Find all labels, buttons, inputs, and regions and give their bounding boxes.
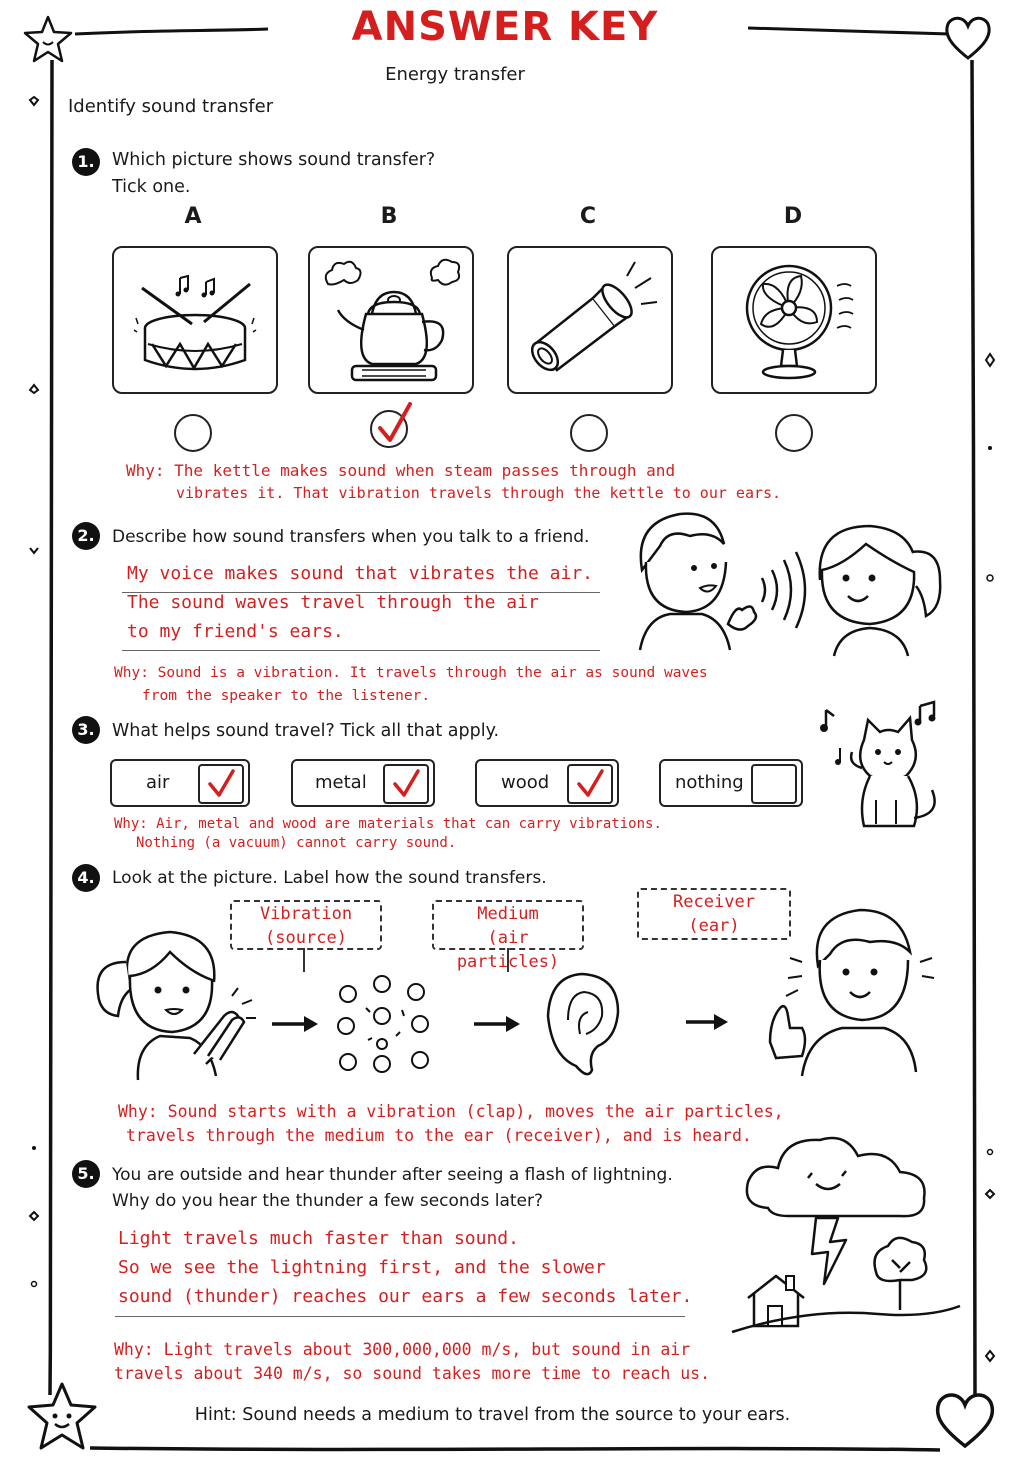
question-number-3: 3. <box>72 716 100 744</box>
option-nothing-checkbox[interactable] <box>751 764 797 804</box>
option-letter-b: B <box>380 204 398 229</box>
question-3-text: What helps sound travel? Tick all that apply. <box>112 721 500 741</box>
option-wood[interactable] <box>475 759 619 807</box>
question-2-why-line2: from the speaker to the listener. <box>142 688 431 704</box>
children-talking-illustration <box>620 500 970 660</box>
label-medium-line2: (air particles) <box>456 928 560 972</box>
option-wood-label: wood <box>501 772 550 793</box>
option-nothing[interactable] <box>659 759 803 807</box>
label-receiver-line2: (ear) <box>688 916 740 936</box>
question-2-answer-line3: to my friend's ears. <box>127 621 344 642</box>
option-c-radio[interactable] <box>570 414 608 452</box>
question-2-answer-line2: The sound waves travel through the air <box>127 592 539 613</box>
label-receiver-ear <box>637 888 791 940</box>
option-letter-d: D <box>783 204 803 229</box>
question-2-answer-line1: My voice makes sound that vibrates the air. <box>127 563 593 584</box>
cat-with-music-notes-illustration <box>818 690 948 840</box>
question-5-answer-line3: sound (thunder) reaches our ears a few seconds later. <box>118 1286 693 1307</box>
question-4-why-line2: travels through the medium to the ear (receiver), and is heard. <box>126 1126 752 1145</box>
label-medium-line1: Medium <box>477 904 539 924</box>
question-5-why-line1: Why: Light travels about 300,000,000 m/s, but sound in air <box>114 1340 691 1359</box>
sound-transfer-diagram <box>90 946 930 1086</box>
question-2-why-line1: Why: Sound is a vibration. It travels through the air as sound waves <box>114 665 708 681</box>
option-b-radio[interactable] <box>370 410 408 448</box>
page-title: ANSWER KEY <box>351 4 659 50</box>
kettle-icon <box>310 248 472 392</box>
question-4-why-line1: Why: Sound starts with a vibration (clap), moves the air particles, <box>118 1102 784 1121</box>
option-c-picture[interactable] <box>507 246 673 394</box>
option-metal[interactable] <box>291 759 435 807</box>
label-vibration-line1: Vibration <box>259 904 353 924</box>
checkmark-icon <box>374 400 416 450</box>
question-1-why-line1: Why: The kettle makes sound when steam passes through and <box>126 461 676 480</box>
checkmark-icon <box>385 766 427 802</box>
question-5-why-line2: travels about 340 m/s, so sound takes more time to reach us. <box>114 1364 711 1383</box>
fan-icon <box>713 248 875 392</box>
option-d-radio[interactable] <box>775 414 813 452</box>
answer-underline <box>122 650 600 651</box>
question-5-text-line1: You are outside and hear thunder after seeing a flash of lightning. <box>112 1165 673 1185</box>
question-1-why-line2: vibrates it. That vibration travels through the kettle to our ears. <box>176 484 782 502</box>
option-b-picture[interactable] <box>308 246 474 394</box>
question-number-1: 1. <box>72 148 100 176</box>
label-receiver-line1: Receiver <box>673 892 755 912</box>
option-a-picture[interactable] <box>112 246 278 394</box>
answer-underline <box>115 1316 685 1317</box>
option-wood-checkbox[interactable] <box>567 764 613 804</box>
question-3-why-line2: Nothing (a vacuum) cannot carry sound. <box>136 835 457 851</box>
question-3-why-line1: Why: Air, metal and wood are materials that can carry vibrations. <box>114 816 662 832</box>
section-title: Identify sound transfer <box>68 96 274 117</box>
option-nothing-label: nothing <box>675 772 744 793</box>
option-air-label: air <box>146 772 170 793</box>
question-5-text-line2: Why do you hear the thunder a few seconds later? <box>112 1191 544 1211</box>
label-vibration-line2: (source) <box>265 928 347 948</box>
option-d-picture[interactable] <box>711 246 877 394</box>
drum-icon <box>114 248 276 392</box>
option-air-checkbox[interactable] <box>198 764 244 804</box>
flashlight-icon <box>509 248 671 392</box>
option-air[interactable] <box>110 759 250 807</box>
option-metal-label: metal <box>315 772 367 793</box>
question-number-5: 5. <box>72 1160 100 1188</box>
question-5-answer-line1: Light travels much faster than sound. <box>118 1228 519 1249</box>
label-medium-air-particles <box>432 900 584 972</box>
page-subtitle: Energy transfer <box>385 64 525 85</box>
checkmark-icon <box>569 766 611 802</box>
hint-text: Hint: Sound needs a medium to travel from the source to your ears. <box>194 1405 791 1425</box>
question-2-text: Describe how sound transfers when you talk to a friend. <box>112 527 590 547</box>
option-letter-c: C <box>579 204 597 229</box>
option-a-radio[interactable] <box>174 414 212 452</box>
thunderstorm-illustration <box>728 1128 964 1340</box>
option-letter-a: A <box>184 204 202 229</box>
label-vibration-source <box>230 900 382 950</box>
question-1-instruction: Tick one. <box>112 177 191 197</box>
question-number-4: 4. <box>72 864 100 892</box>
question-1-text: Which picture shows sound transfer? <box>112 150 436 170</box>
question-4-text: Look at the picture. Label how the sound transfers. <box>112 868 547 888</box>
option-metal-checkbox[interactable] <box>383 764 429 804</box>
question-number-2: 2. <box>72 522 100 550</box>
question-5-answer-line2: So we see the lightning first, and the slower <box>118 1257 606 1278</box>
checkmark-icon <box>200 766 242 802</box>
